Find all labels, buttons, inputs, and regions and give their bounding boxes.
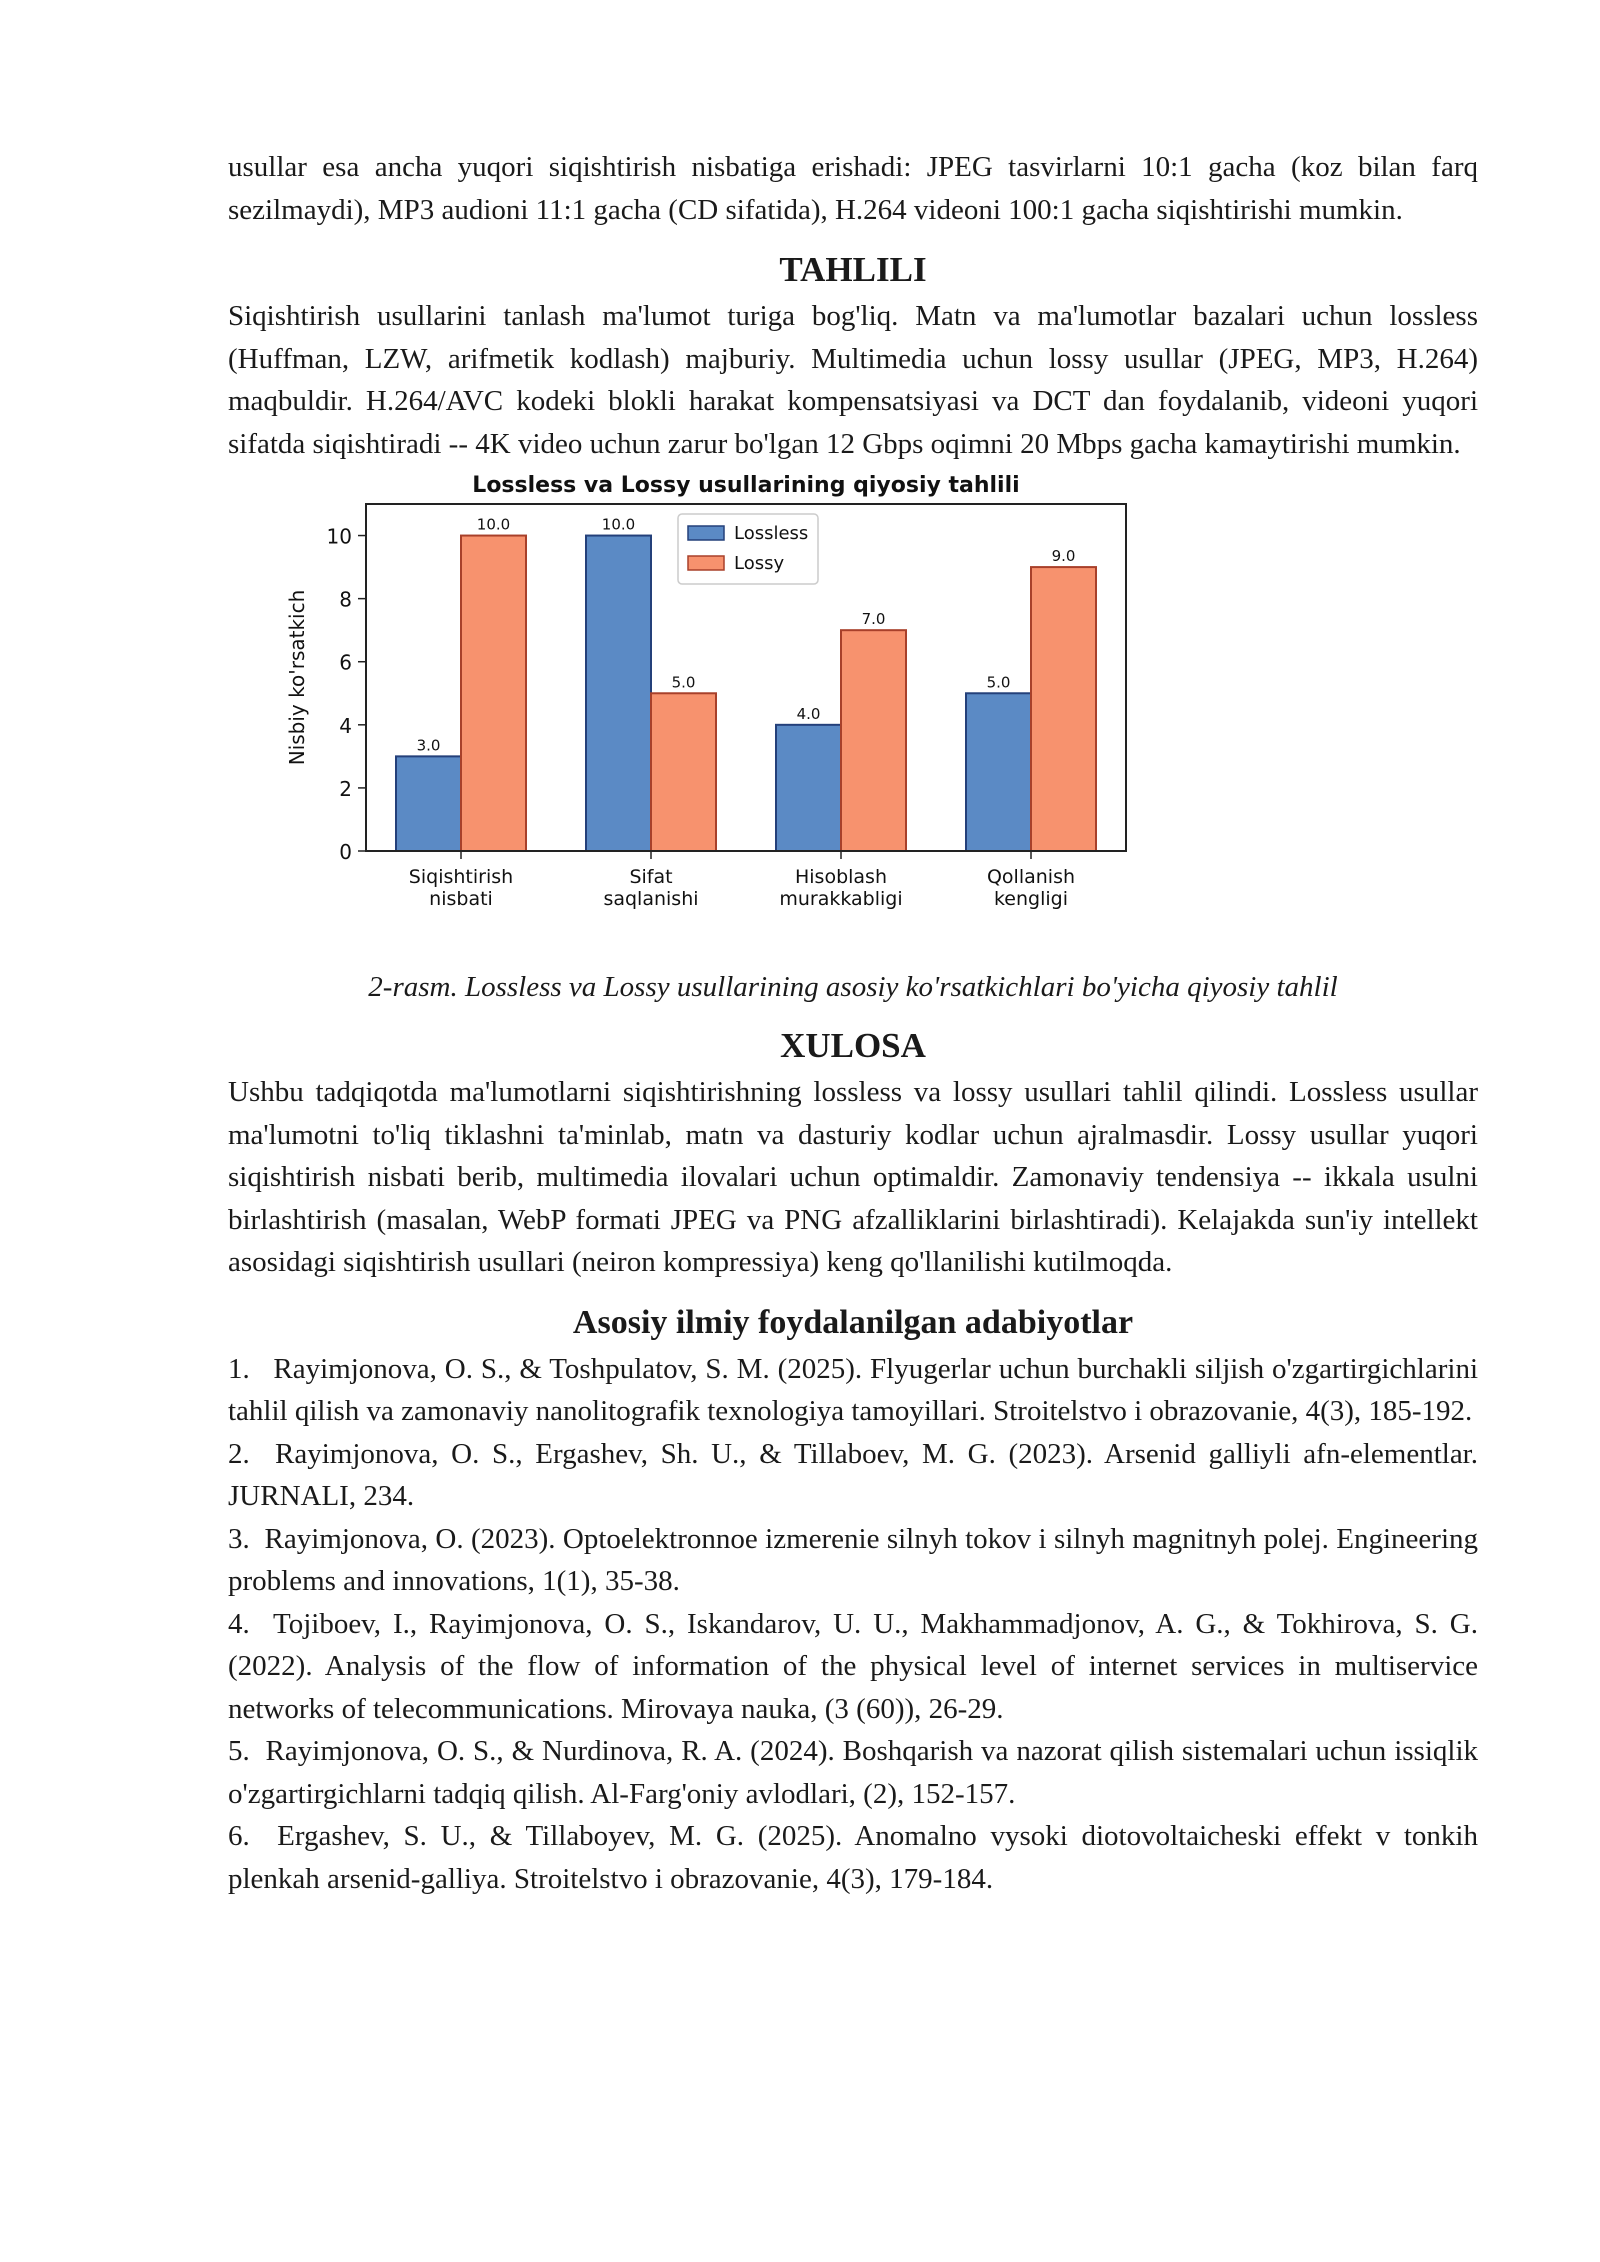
legend-label-lossy: Lossy xyxy=(734,553,785,574)
document-page xyxy=(228,146,1478,1900)
y-tick-label: 4 xyxy=(339,713,352,738)
reference-item: 4. Tojiboev, I., Rayimjonova, O. S., Iskandarov, U. U., Makhammadjonov, A. G., & Tokhirova, S. G. (2022). Analysis of the flow of information of the physical level of internet services in multiservice networks of telecommunications. Mirovaya nauka, (3 (60)), 26-29. xyxy=(228,1607,1478,1725)
bar-data-label: 5.0 xyxy=(986,673,1011,692)
bar-data-label: 9.0 xyxy=(1051,547,1076,566)
figure-chart xyxy=(228,469,1478,959)
y-tick-label: 10 xyxy=(326,524,352,549)
references-list xyxy=(228,1348,1478,1901)
chart-title: Lossless va Lossy usullarining qiyosiy tahlili xyxy=(472,473,1020,498)
x-tick-label: Hisoblash xyxy=(794,866,888,888)
bar-lossy xyxy=(841,630,906,851)
bar-lossless xyxy=(776,725,841,851)
intro-paragraph: usullar esa ancha yuqori siqishtirish nisbatiga erishadi: JPEG tasvirlarni 10:1 gacha (koz bilan farq sezilmaydi), MP3 audioni 11:1 gacha (CD sifatida), H.264 videoni 100:1 gacha siqishtirishi mumkin. xyxy=(228,151,1478,226)
reference-item: 5. Rayimjonova, O. S., & Nurdinova, R. A. (2024). Boshqarish va nazorat qilish sistemalari uchun issiqlik o'zgartirgichlarni tadqiq qilish. Al-Farg'oniy avlodlari, (2), 152-157. xyxy=(228,1735,1478,1810)
tahlili-paragraph: Siqishtirish usullarini tanlash ma'lumot turiga bog'liq. Matn va ma'lumotlar bazalari uchun lossless (Huffman, LZW, arifmetik kodlash) majburiy. Multimedia uchun lossy usullar (JPEG, MP3, H.264) maqbuldir. H.264/AVC kodeki blokli harakat kompensatsiyasi va DCT dan foydalanib, videoni yuqori sifatda siqishtiradi -- 4K video uchun zarur bo'lgan 12 Gbps oqimni 20 Mbps gacha kamaytirishi mumkin. xyxy=(228,300,1478,460)
bar-chart xyxy=(258,469,1158,959)
y-tick-label: 8 xyxy=(339,587,352,612)
legend-label-lossless: Lossless xyxy=(734,523,809,544)
bar-lossless xyxy=(586,536,651,851)
x-tick-label: saqlanishi xyxy=(603,888,699,910)
bar-data-label: 10.0 xyxy=(601,515,636,534)
bar-data-label: 10.0 xyxy=(476,515,511,534)
section-heading-tahlili: TAHLILI xyxy=(779,250,927,289)
bar-data-label: 4.0 xyxy=(796,704,821,723)
y-tick-label: 2 xyxy=(339,776,352,801)
y-tick-label: 0 xyxy=(339,840,352,864)
reference-item: 2. Rayimjonova, O. S., Ergashev, Sh. U., & Tillaboev, M. G. (2023). Arsenid galliyli afn-elementlar. JURNALI, 234. xyxy=(228,1437,1478,1512)
section-heading-xulosa: XULOSA xyxy=(780,1026,926,1065)
x-tick-label: Siqishtirish xyxy=(408,866,514,888)
bar-data-label: 5.0 xyxy=(671,673,696,692)
x-tick-label: Qollanish xyxy=(986,866,1076,888)
x-tick-label: murakkabligi xyxy=(779,888,903,910)
xulosa-paragraph: Ushbu tadqiqotda ma'lumotlarni siqishtirishning lossless va lossy usullari tahlil qilindi. Lossless usullar ma'lumotni to'liq tiklashni ta'minlab, matn va dasturiy kodlar uchun ajralmasdir. Lossy usullar yuqori siqishtirish nisbati berib, multimedia ilovalari uchun optimaldir. Zamonaviy tendensiya -- ikkala usulni birlashtirish (masalan, WebP formati JPEG va PNG afzalliklarini birlashtiradi). Kelajakda sun'iy intellekt asosidagi siqishtirish usullari (neiron kompressiya) keng qo'llanilishi kutilmoqda. xyxy=(228,1076,1478,1278)
references-heading: Asosiy ilmiy foydalanilgan adabiyotlar xyxy=(572,1303,1134,1341)
reference-item: 1. Rayimjonova, O. S., & Toshpulatov, S. M. (2025). Flyugerlar uchun burchakli siljish o'zgartirgichlarini tahlil qilish va zamonaviy nanolitografik texnologiya tamoyillari. Stroitelstvo i obrazovanie, 4(3), 185-192. xyxy=(228,1352,1478,1427)
legend-swatch-lossy xyxy=(688,556,724,570)
y-tick-label: 6 xyxy=(339,650,352,675)
reference-item: 3. Rayimjonova, O. (2023). Optoelektronnoe izmerenie silnyh tokov i silnyh magnitnyh polej. Engineering problems and innovations, 1(1), 35-38. xyxy=(228,1522,1478,1597)
reference-item: 6. Ergashev, S. U., & Tillaboyev, M. G. (2025). Anomalno vysoki diotovoltaicheski effekt v tonkih plenkah arsenid-galliya. Stroitelstvo i obrazovanie, 4(3), 179-184. xyxy=(228,1820,1478,1895)
y-axis-label: Nisbiy ko'rsatkich xyxy=(285,589,309,766)
bar-data-label: 7.0 xyxy=(861,610,886,629)
bar-lossless xyxy=(966,693,1031,851)
x-tick-label: Sifat xyxy=(629,866,673,888)
x-tick-label: kengligi xyxy=(993,888,1069,910)
figure-caption: 2-rasm. Lossless va Lossy usullarining asosiy ko'rsatkichlari bo'yicha qiyosiy tahlil xyxy=(368,971,1338,1003)
bar-data-label: 3.0 xyxy=(416,736,441,755)
bar-lossy xyxy=(461,536,526,851)
bar-lossless xyxy=(396,756,461,851)
legend-swatch-lossless xyxy=(688,526,724,540)
x-tick-label: nisbati xyxy=(429,888,493,910)
bar-lossy xyxy=(1031,567,1096,851)
bar-lossy xyxy=(651,693,716,851)
